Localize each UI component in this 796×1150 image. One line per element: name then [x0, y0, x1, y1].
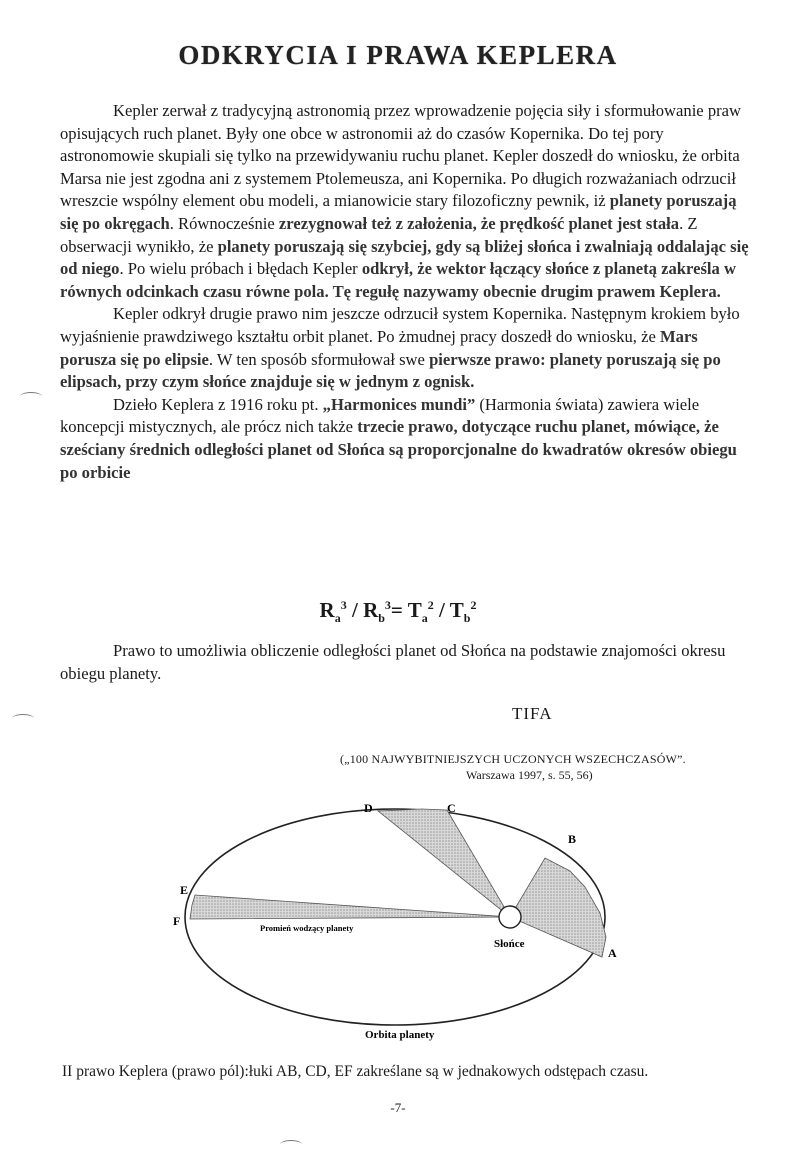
- main-text: [60, 100, 750, 484]
- sun-circle: [499, 906, 521, 928]
- point-label-f: F: [173, 914, 181, 928]
- point-label-d: D: [364, 801, 373, 815]
- closing-text: [60, 640, 750, 685]
- orbit-label: Orbita planety: [365, 1029, 435, 1041]
- source-citation-detail: Warszawa 1997, s. 55, 56): [466, 768, 593, 782]
- radius-vector-label: Promień wodzący planety: [260, 923, 354, 933]
- page-number: -7-: [390, 1100, 406, 1115]
- binder-hole-mark: [12, 714, 34, 723]
- sector-cd: [378, 809, 510, 917]
- point-label-b: B: [568, 832, 577, 846]
- point-label-a: A: [608, 946, 617, 960]
- paragraph-4: Prawo to umożliwia obliczenie odległości planet od Słońca na podstawie znajomości okresu obiegu planety.: [60, 641, 726, 683]
- sector-ef: [190, 895, 510, 919]
- paragraph-2: Kepler odkrył drugie prawo nim jeszcze odrzucił system Kopernika. Następnym krokiem było wyjaśnienie prawdziwego kształtu orbit planet. Po żmudnej pracy doszedł do wniosku, że Mars porusza się po elipsie. W ten sposób sformułował swe pierwsze prawo: planety poruszają się po elipsach, przy czym słońce znajduje się w jednym z ognisk.: [60, 304, 740, 392]
- binder-hole-mark: [20, 392, 42, 401]
- kepler-orbit-diagram: [160, 795, 630, 1055]
- point-label-e: E: [180, 883, 189, 897]
- paragraph-3: Dzieło Keplera z 1916 roku pt. „Harmonices mundi” (Harmonia świata) zawiera wiele koncepcji mistycznych, ale prócz nich także trzecie prawo, dotyczące ruchu planet, mówiące, że sześciany średnich odległości planet od Słońca są proporcjonalne do kwadratów okresów obiegu po orbicie: [60, 394, 737, 482]
- binder-hole-mark: [280, 1140, 302, 1149]
- figure-caption: II prawo Keplera (prawo pól):łuki AB, CD, EF zakreślane są w jednakowych odstępach czasu.: [62, 1063, 649, 1080]
- sun-label: Słońce: [494, 938, 525, 950]
- point-label-c: C: [447, 801, 456, 815]
- page-title: ODKRYCIA I PRAWA KEPLERA: [178, 40, 618, 70]
- kepler-third-law-formula: $R_a^3 / R_b^3= T_a^2 / T_b^2$: [319, 598, 477, 626]
- source-citation: („100 NAJWYBITNIEJSZYCH UCZONYCH WSZECHCZASÓW”.: [340, 752, 686, 766]
- author-signature: TIFA: [512, 704, 553, 723]
- paragraph-1: Kepler zerwał z tradycyjną astronomią przez wprowadzenie pojęcia siły i sformułowanie praw opisujących ruch planet. Były one obce w astronomii aż do czasów Kopernika. Do tej pory astronomowie skupiali się tylko na przewidywaniu ruchu planet. Kepler doszedł do wniosku, że orbita Marsa nie jest zgodna ani z systemem Ptolemeusza, ani Kopernika. Po długich rozważaniach odrzucił wreszcie wspólny element obu modeli, a mianowicie stary filozoficzny pewnik, iż planety poruszają się po okręgach. Równocześnie zrezygnował też z założenia, że prędkość planet jest stała. Z obserwacji wynikło, że planety poruszają się szybciej, gdy są bliżej słońca i zwalniają oddalając się od niego. Po wielu próbach i błędach Kepler odkrył, że wektor łączący słońce z planetą zakreśla w równych odcinkach czasu równe pola. Tę regułę nazywamy obecnie drugim prawem Keplera.: [60, 101, 749, 301]
